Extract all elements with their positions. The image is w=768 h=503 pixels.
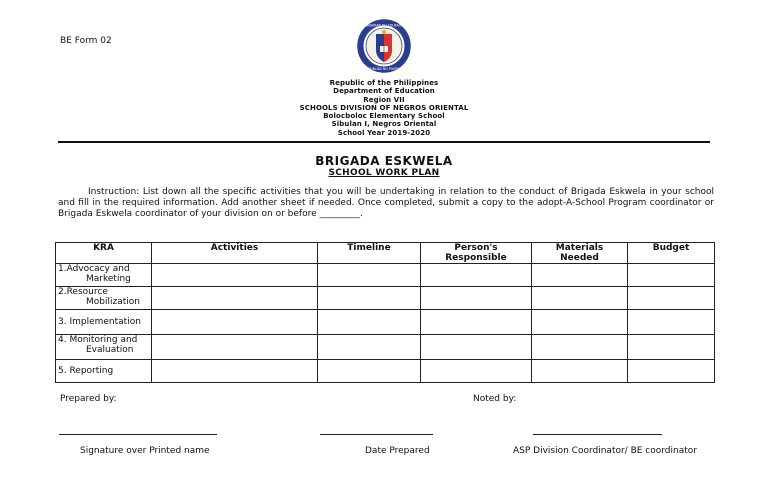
kra-label-cont: Mobilization [86,297,140,307]
kra-label: 5. Reporting [58,366,114,376]
kra-cell [56,264,152,287]
coordinator-signature-line[interactable] [533,434,662,435]
materials-cell[interactable] [532,360,628,383]
table-row [56,264,715,287]
header-region: Region VII [363,95,405,104]
column-header-persons-responsible [421,243,532,264]
seal-text-bottom: REPUBLIKA NG PILIPINAS [364,67,404,71]
kra-label-cont: Evaluation [86,345,134,355]
kra-label-cont: Marketing [86,274,131,284]
activities-cell[interactable] [152,335,318,360]
table-row [56,335,715,360]
document-title: BRIGADA ESKWELA [315,154,453,168]
table-row [56,310,715,335]
noted-by-label: Noted by: [473,394,517,404]
column-header-materials-needed [532,243,628,264]
materials-cell[interactable] [532,310,628,335]
column-header-activities: Activities [152,243,318,264]
budget-cell[interactable] [628,287,715,310]
kra-label: 1.Advocacy and [58,264,130,274]
materials-cell[interactable] [532,287,628,310]
budget-cell[interactable] [628,264,715,287]
column-header-budget: Budget [628,243,715,264]
form-code: BE Form 02 [60,36,112,46]
timeline-cell[interactable] [318,335,421,360]
instruction-paragraph [58,187,714,220]
table-row [56,287,715,310]
timeline-cell[interactable] [318,287,421,310]
persons-cell[interactable] [421,287,532,310]
header-persons-line1: Person's [454,243,498,253]
kra-cell [56,360,152,383]
header-persons-line2: Responsible [445,253,507,263]
persons-cell[interactable] [421,360,532,383]
activities-cell[interactable] [152,360,318,383]
activities-cell[interactable] [152,287,318,310]
table-header-row [56,243,715,264]
header-division: SCHOOLS DIVISION OF NEGROS ORIENTAL [299,103,469,112]
materials-cell[interactable] [532,335,628,360]
timeline-cell[interactable] [318,310,421,335]
header-divider [58,141,710,143]
kra-cell [56,335,152,360]
activities-cell[interactable] [152,310,318,335]
materials-cell[interactable] [532,264,628,287]
header-address: Sibulan I, Negros Oriental [331,120,437,129]
document-subtitle: SCHOOL WORK PLAN [328,168,440,178]
coordinator-caption: ASP Division Coordinator/ BE coordinator [513,446,697,456]
signature-caption: Signature over Printed name [80,446,210,456]
kra-cell [56,287,152,310]
header-materials-line1: Materials [555,243,604,253]
column-header-kra: KRA [56,243,152,264]
timeline-cell[interactable] [318,360,421,383]
persons-cell[interactable] [421,264,532,287]
header-country: Republic of the Philippines [329,79,439,87]
header-department: Department of Education [333,87,435,96]
kra-label: 4. Monitoring and [58,335,138,345]
header-school-year: School Year 2019-2020 [337,128,431,137]
activities-cell[interactable] [152,264,318,287]
table-row [56,360,715,383]
budget-cell[interactable] [628,335,715,360]
seal-text-top: KAGAWARAN NG EDUKASYON [360,23,408,28]
prepared-by-label: Prepared by: [60,394,117,404]
work-plan-table [55,242,715,383]
instruction-text: Instruction: List down all the specific activities that you will be undertaking in relation to the conduct of Brigada Eskwela in your school and fill in the required information. Add another sheet if needed. Once completed, submit a copy to the adopt-A-School Program coordinator or Brigada Eskwela coordinator of your division on or before _________. [58,187,714,219]
kra-label: 3. Implementation [58,317,141,327]
kra-label: 2.Resource [58,287,108,297]
budget-cell[interactable] [628,310,715,335]
persons-cell[interactable] [421,335,532,360]
date-line[interactable] [320,434,433,435]
persons-cell[interactable] [421,310,532,335]
header-materials-line2: Needed [560,253,599,263]
letterhead [0,79,768,137]
timeline-cell[interactable] [318,264,421,287]
header-school: Bolocboloc Elementary School [323,112,445,121]
kra-cell [56,310,152,335]
date-caption: Date Prepared [365,446,430,456]
budget-cell[interactable] [628,360,715,383]
deped-seal-icon [352,18,416,74]
signature-line[interactable] [59,434,217,435]
column-header-timeline: Timeline [318,243,421,264]
